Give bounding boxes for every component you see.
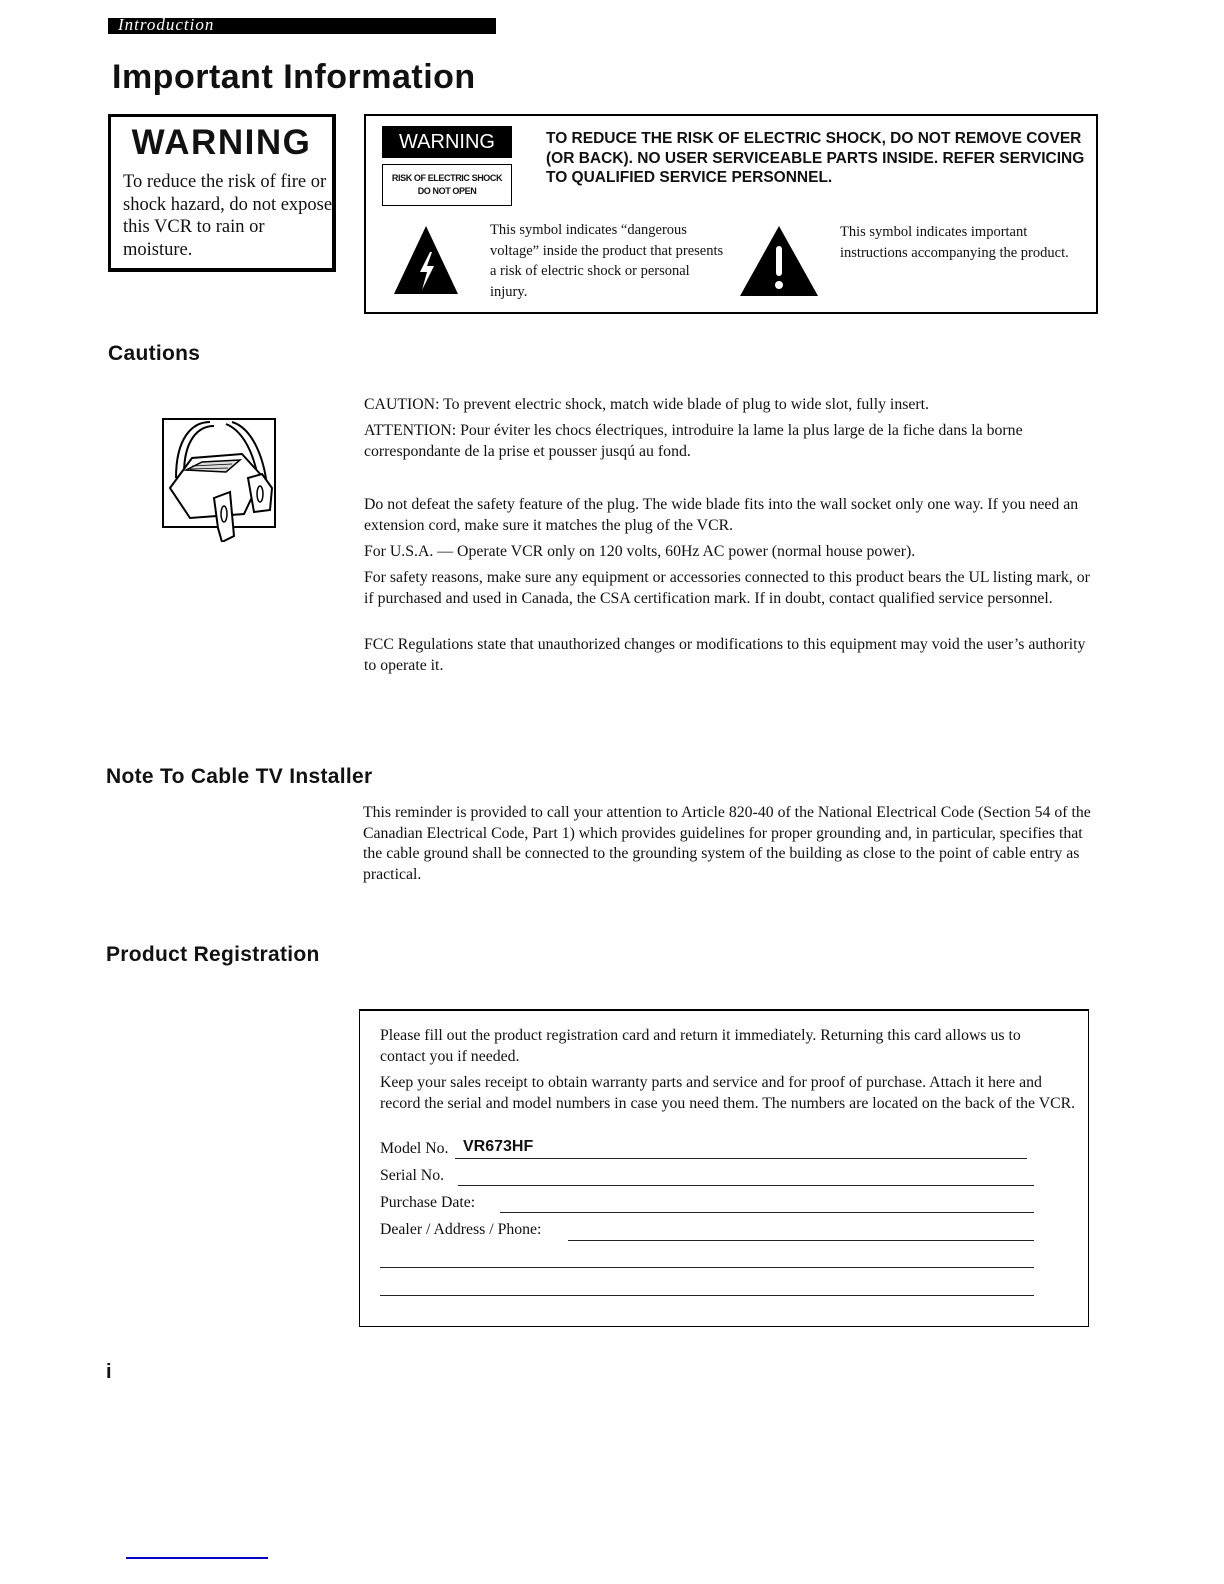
risk-label — [382, 164, 512, 206]
caution-english — [364, 395, 1104, 416]
dealer-field-line — [568, 1240, 1034, 1241]
page-title: Important Information — [112, 58, 476, 96]
section-tab-label: Introduction — [118, 18, 215, 34]
serial-field-line — [458, 1185, 1034, 1186]
registration-para-1: Please fill out the product registration card and return it immediately. Returning this card allows us to contact you if needed. — [380, 1027, 1021, 1065]
caution-label: CAUTION: — [364, 396, 440, 413]
exclamation-triangle-icon — [738, 224, 820, 298]
serial-label: Serial No. — [380, 1167, 445, 1184]
cable-installer-heading: Note To Cable TV Installer — [106, 765, 373, 788]
exclamation-symbol-text: This symbol indicates important instructions accompanying the product. — [840, 224, 1069, 261]
caution-paragraph-power: For U.S.A. — Operate VCR only on 120 volts, 60Hz AC power (normal house power). — [364, 543, 916, 560]
serial-input[interactable] — [458, 1165, 1034, 1185]
dealer-label: Dealer / Address / Phone: — [380, 1221, 542, 1238]
section-tab-bar — [108, 18, 496, 34]
cable-installer-text: This reminder is provided to call your attention to Article 820-40 of the National Electrical Code (Section 54 of the Canadian Electrical Code, Part 1) which provides guidelines for proper grounding and, in particular, specifies that the cable ground shall be connected to the grounding system of the building as close to the point of cable entry as practical. — [363, 804, 1091, 883]
attention-label: ATTENTION: — [364, 422, 457, 439]
bottom-link-underline — [126, 1557, 268, 1559]
cautions-heading: Cautions — [108, 342, 201, 365]
dealer-extra-line-1[interactable] — [380, 1267, 1034, 1268]
shock-warning-text: TO REDUCE THE RISK OF ELECTRIC SHOCK, DO NOT REMOVE COVER (OR BACK). NO USER SERVICEABLE PARTS INSIDE. REFER SERVICING TO QUALIFIED SERVICE PERSONNEL. — [546, 130, 1085, 186]
polarized-plug-icon — [162, 418, 276, 528]
purchase-date-input[interactable] — [500, 1192, 1034, 1212]
dealer-extra-line-2[interactable] — [380, 1295, 1034, 1296]
caution-paragraph-fcc: FCC Regulations state that unauthorized changes or modifications to this equipment may void the user’s authority to operate it. — [364, 636, 1086, 674]
caution-french — [364, 421, 1090, 462]
risk-line-2: DO NOT OPEN — [417, 186, 477, 196]
page-number: i — [106, 1361, 112, 1383]
registration-para-2: Keep your sales receipt to obtain warranty parts and service and for proof of purchase. Attach it here and record the serial and model numbers in case you need them. The numbers are located on the back of the VCR. — [380, 1074, 1076, 1112]
warning-label: WARNING — [382, 126, 512, 158]
model-label: Model No. — [380, 1140, 449, 1157]
risk-line-1: RISK OF ELECTRIC SHOCK — [391, 173, 503, 183]
model-field-line — [455, 1158, 1027, 1159]
purchase-date-label: Purchase Date: — [380, 1194, 476, 1211]
electric-shock-warning-box — [364, 114, 1098, 314]
moisture-warning-box — [108, 114, 336, 272]
purchase-date-field-line — [500, 1212, 1034, 1213]
attention-text: Pour éviter les chocs électriques, introduire la lame la plus large de la fiche dans la borne correspondante de la prise et pousser jusqú au fond. — [364, 422, 1023, 460]
caution-text: To prevent electric shock, match wide blade of plug to wide slot, fully insert. — [443, 396, 929, 413]
registration-heading: Product Registration — [106, 943, 320, 966]
caution-paragraph-safety: For safety reasons, make sure any equipment or accessories connected to this product bears the UL listing mark, or if purchased and used in Canada, the CSA certification mark. If in doubt, contact qualified service personnel. — [364, 569, 1090, 607]
lightning-symbol-text: This symbol indicates “dangerous voltage” inside the product that presents a risk of electric shock or personal injury. — [490, 222, 724, 300]
registration-box — [359, 1009, 1089, 1327]
warning-title: WARNING — [131, 123, 312, 162]
warning-body: To reduce the risk of fire or shock hazard, do not expose this VCR to rain or moisture. — [123, 172, 333, 260]
caution-paragraph-plug: Do not defeat the safety feature of the plug. The wide blade fits into the wall socket only one way. If you need an extension cord, make sure it matches the plug of the VCR. — [364, 496, 1079, 534]
dealer-input[interactable] — [568, 1219, 1034, 1239]
lightning-triangle-icon — [392, 224, 460, 296]
model-value[interactable]: VR673HF — [463, 1138, 534, 1155]
